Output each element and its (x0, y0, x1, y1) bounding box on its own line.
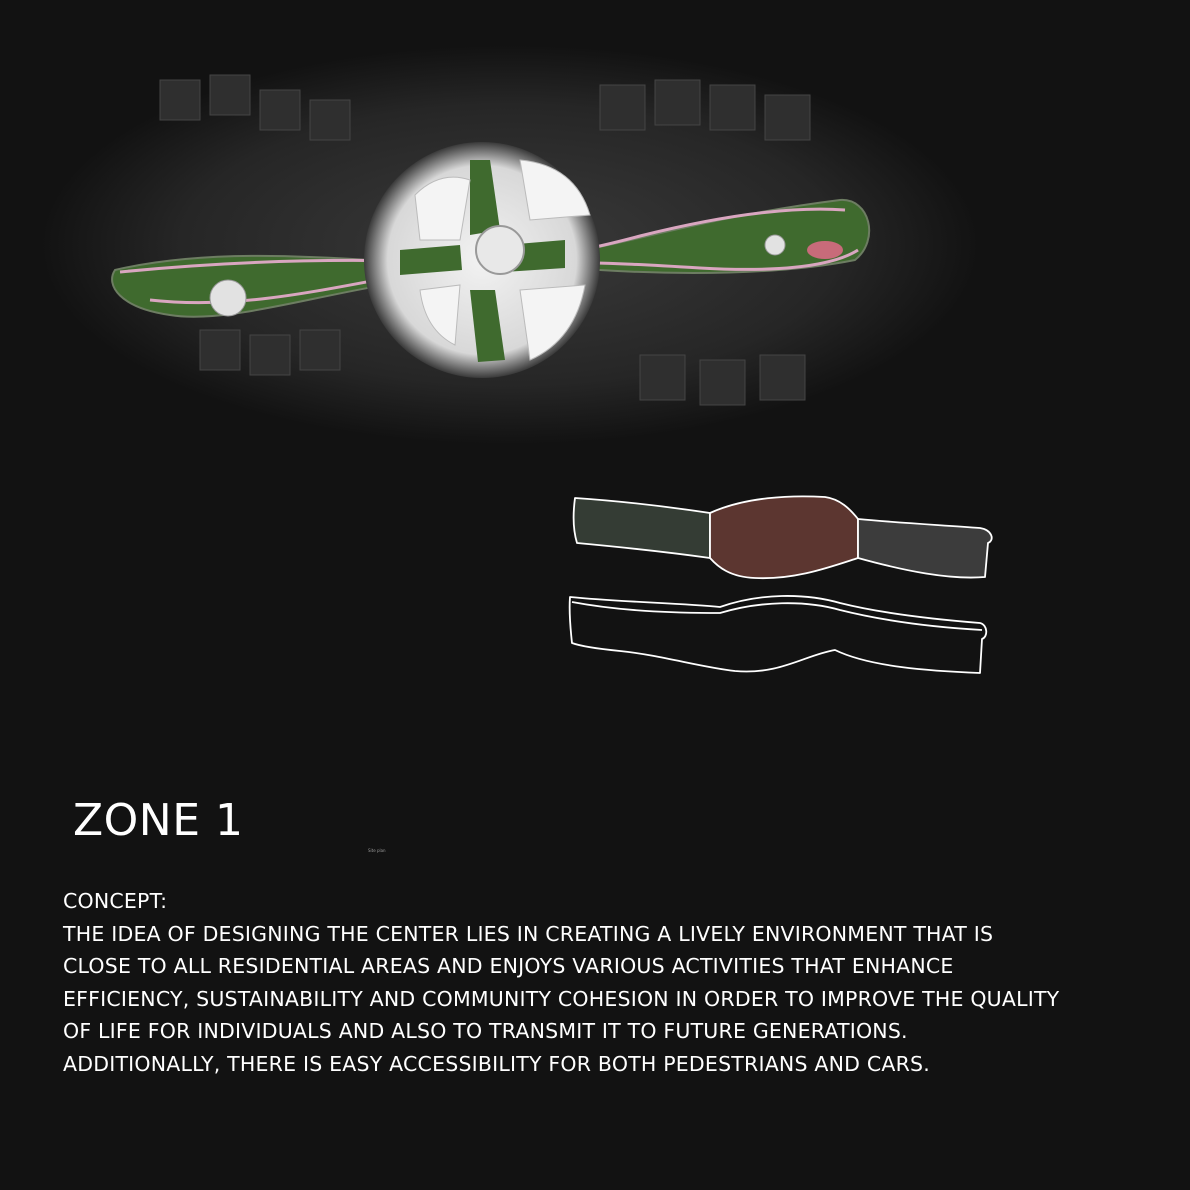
central-plaza (476, 226, 524, 274)
zone-diagram (560, 485, 1010, 685)
zone-brown-segment (710, 496, 858, 578)
zone-green-segment (574, 498, 710, 558)
zone-diagram-colored (574, 496, 992, 578)
concept-text: THE IDEA OF DESIGNING THE CENTER LIES IN CREATING A LIVELY ENVIRONMENT THAT IS CLOSE TO ALL RESIDENTIAL AREAS AND ENJOYS VARIOUS ACTIVITIES THAT ENHANCE EFFICIENCY, SUSTAINABILITY AND COMMUNITY COHESION IN ORDER TO IMPROVE THE QUALITY OF LIFE FOR INDIVIDUALS AND ALSO TO TRANSMIT IT TO FUTURE GENERATIONS. ADDITIONALLY, THERE IS EASY ACCESSIBILITY FOR BOTH PEDESTRIANS AND CARS. (63, 921, 1060, 1076)
zone-diagram-outline (570, 596, 987, 673)
east-plaza (765, 235, 785, 255)
tiny-caption: Site plan (368, 848, 386, 853)
west-plaza (210, 280, 246, 316)
site-plan-image (0, 0, 1190, 470)
concept-heading: CONCEPT: (63, 889, 168, 913)
east-feature (807, 241, 843, 259)
concept-block (63, 885, 1063, 1081)
zone-grey-segment (858, 519, 992, 578)
zone-title: ZONE 1 (73, 795, 244, 846)
